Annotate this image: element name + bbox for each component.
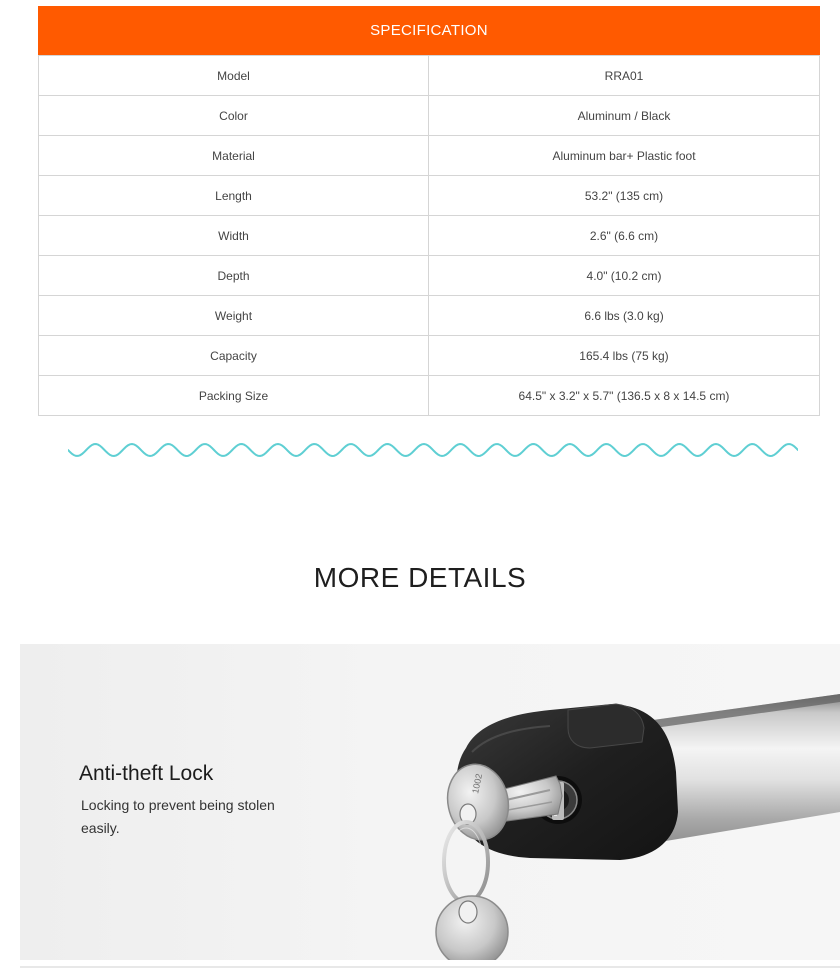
spec-value: RRA01	[604, 68, 644, 83]
spec-row-width	[39, 215, 819, 255]
bar-lock-with-keys-icon	[380, 644, 840, 960]
spec-value: Aluminum / Black	[577, 108, 671, 123]
spec-row-weight	[39, 295, 819, 335]
spec-label: Width	[39, 216, 429, 255]
specification-header: SPECIFICATION	[38, 6, 820, 55]
section-divider	[20, 966, 840, 968]
spec-value: 4.0" (10.2 cm)	[586, 268, 662, 283]
spec-label: Capacity	[39, 336, 429, 375]
feature-title: Anti-theft Lock	[79, 762, 214, 785]
spec-value: 2.6" (6.6 cm)	[589, 228, 659, 243]
spec-label: Length	[39, 176, 429, 215]
spec-row-depth	[39, 255, 819, 295]
spec-label: Model	[39, 56, 429, 95]
spec-label: Depth	[39, 256, 429, 295]
spec-label: Packing Size	[39, 376, 429, 415]
feature-panel-anti-theft-lock	[20, 644, 840, 960]
spec-value: 6.6 lbs (3.0 kg)	[584, 308, 664, 323]
spec-row-material	[39, 135, 819, 175]
spec-value: 165.4 lbs (75 kg)	[579, 348, 669, 363]
svg-text:1002: 1002	[470, 772, 485, 795]
spec-value: 64.5" x 3.2" x 5.7" (136.5 x 8 x 14.5 cm)	[518, 388, 730, 403]
spec-row-color	[39, 95, 819, 135]
specification-table	[38, 6, 820, 416]
spec-label: Material	[39, 136, 429, 175]
spec-label: Color	[39, 96, 429, 135]
spec-row-model	[39, 55, 819, 95]
spec-label: Weight	[39, 296, 429, 335]
wave-divider	[68, 438, 798, 462]
spec-row-capacity	[39, 335, 819, 375]
spec-row-length	[39, 175, 819, 215]
spec-value: 53.2" (135 cm)	[584, 188, 664, 203]
feature-description: Locking to prevent being stolen easily.	[81, 797, 275, 836]
more-details-title: MORE DETAILS	[313, 562, 527, 593]
spec-value: Aluminum bar+ Plastic foot	[552, 148, 696, 163]
spec-row-packing-size	[39, 375, 819, 415]
